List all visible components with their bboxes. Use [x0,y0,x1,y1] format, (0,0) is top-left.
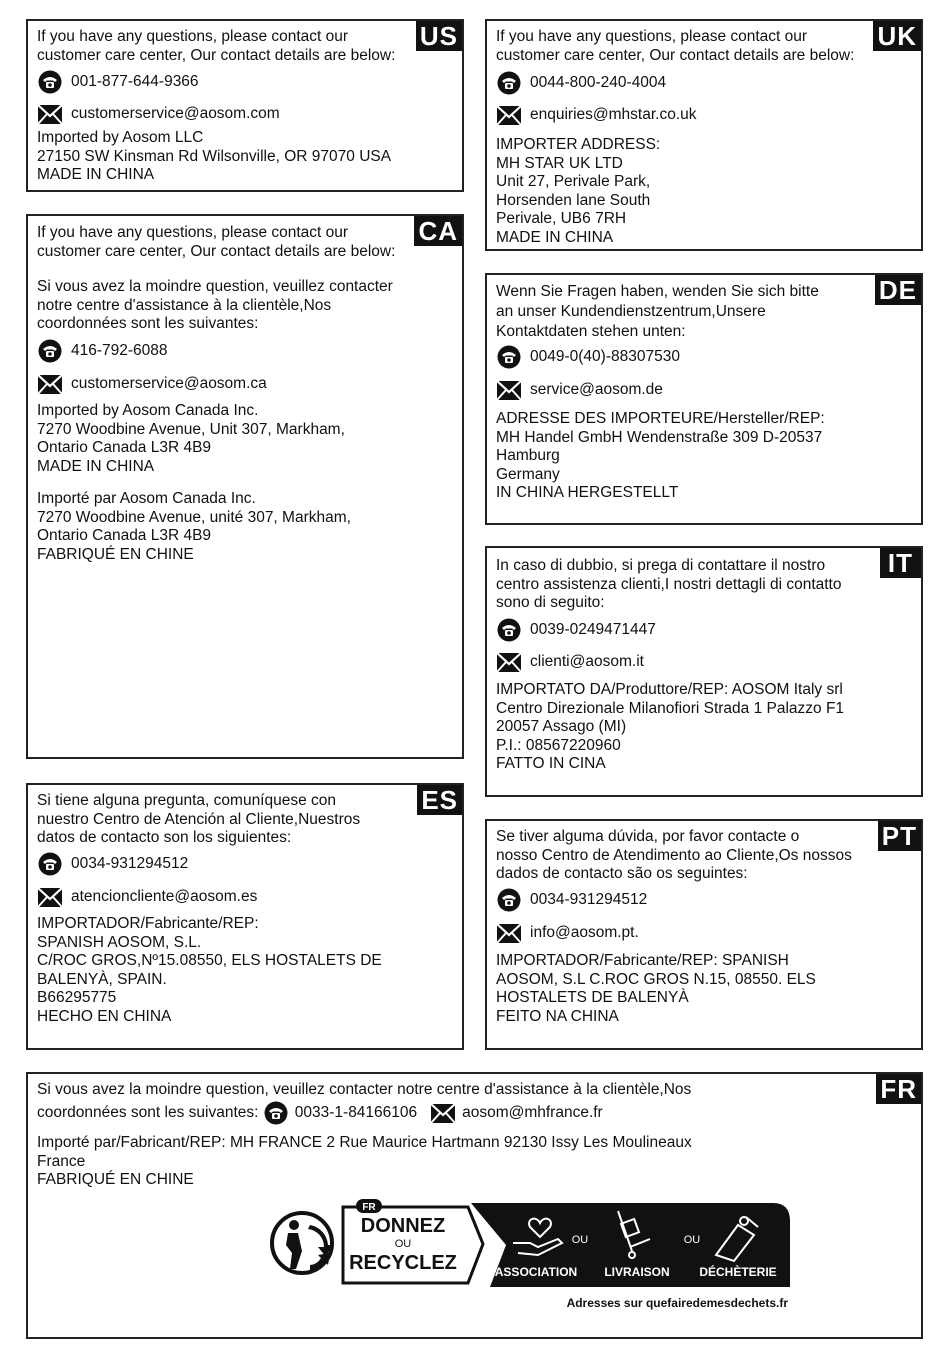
fr-email: aosom@mhfrance.fr [462,1103,603,1121]
pt-contact-box [485,819,923,1050]
de-email-row [496,378,663,402]
us-email: customerservice@aosom.com [71,105,280,122]
pt-phone: 0034-931294512 [530,891,648,908]
recycle-decheterie: DÉCHÈTERIE [699,1265,777,1279]
phone-icon [496,618,522,642]
de-email: service@aosom.de [530,381,663,398]
fr-intro-line2: coordonnées sont les suivantes: [37,1104,259,1122]
us-address: Imported by Aosom LLC 27150 SW Kinsman Rd Wilsonville, OR 97070 USA MADE IN CHINA [37,129,392,183]
phone-icon [37,70,63,94]
mail-icon [496,921,522,945]
mail-icon [37,102,63,126]
pt-phone-row [496,888,647,912]
pt-email: info@aosom.pt. [530,924,639,941]
it-email-row [496,650,644,674]
uk-phone: 0044-800-240-4004 [530,74,667,91]
recycle-donnez: DONNEZ [360,1215,446,1237]
uk-email-row [496,103,697,127]
mail-icon [496,378,522,402]
de-contact-box [485,273,923,525]
pt-address: IMPORTADOR/Fabricante/REP: SPANISH AOSOM, S.L C.ROC GROS N.15, 08550. ELS HOSTALETS DE BALENYÀ FEITO NA CHINA [496,952,816,1025]
phone-icon [496,345,522,369]
phone-icon [496,71,522,95]
recycle-association: ASSOCIATION [494,1265,578,1279]
fr-address: Importé par/Fabricant/REP: MH FRANCE 2 Rue Maurice Hartmann 92130 Issy Les Moulineaux France FABRIQUÉ EN CHINE [37,1134,692,1188]
recycle-recyclez: RECYCLEZ [349,1252,457,1274]
mail-icon [496,650,522,674]
es-email: atencioncliente@aosom.es [71,888,258,905]
fr-contact-box [26,1072,923,1339]
us-intro: If you have any questions, please contact our customer care center, Our contact details are below: [37,28,396,64]
de-intro: Wenn Sie Fragen haben, wenden Sie sich bitte an unser Kundendienstzentrum,Unsere Kontaktdaten stehen unten: [496,283,819,340]
recycle-ou: OU [394,1238,412,1250]
phone-icon [37,339,63,363]
us-contact-box [26,19,464,192]
recycle-badge: FR [362,1202,376,1213]
phone-icon [263,1101,289,1125]
de-phone-row [496,345,680,369]
es-phone-row [37,852,188,876]
recycle-footer: Adresses sur quefairedemesdechets.fr [566,1296,788,1310]
uk-intro: If you have any questions, please contact our customer care center, Our contact details are below: [496,28,855,64]
ca-contact-box [26,214,464,759]
country-tag-de: DE [875,275,921,305]
country-tag-ca: CA [414,216,462,246]
ca-address-fr: Importé par Aosom Canada Inc. 7270 Woodbine Avenue, unité 307, Markham, Ontario Canada L3R 4B9 FABRIQUÉ EN CHINE [37,490,351,563]
fr-phone: 0033-1-84166106 [294,1103,418,1121]
recycle-ou-2: OU [571,1234,589,1246]
country-tag-it: IT [880,548,921,578]
es-email-row [37,885,257,909]
uk-address: IMPORTER ADDRESS: MH STAR UK LTD Unit 27, Perivale Park, Horsenden lane South Perivale, UB6 7RH MADE IN CHINA [496,136,661,246]
es-intro: Si tiene alguna pregunta, comuníquese con nuestro Centro de Atención al Cliente,Nuestros datos de contacto son los siguientes: [37,792,361,846]
es-phone: 0034-931294512 [71,855,189,872]
it-phone: 0039-0249471447 [530,621,656,638]
uk-contact-box [485,19,923,251]
es-address: IMPORTADOR/Fabricante/REP: SPANISH AOSOM, S.L. C/ROC GROS,Nº15.08550, ELS HOSTALETS DE BALENYÀ, SPAIN. B66295775 HECHO EN CHINA [37,915,382,1025]
country-tag-fr: FR [876,1074,921,1104]
de-phone: 0049-0(40)-88307530 [530,348,680,365]
it-contact-box [485,546,923,797]
it-intro: In caso di dubbio, si prega di contattare il nostro centro assistenza clienti,I nostri dettagli di contatto sono di seguito: [496,557,842,611]
pt-email-row [496,921,639,945]
us-phone: 001-877-644-9366 [71,73,199,90]
it-phone-row [496,618,656,642]
mail-icon [37,885,63,909]
mail-icon [430,1101,456,1125]
recycle-ou-3: OU [683,1234,701,1246]
us-phone-row [37,70,199,94]
fr-email-row [430,1101,603,1125]
ca-intro-fr: Si vous avez la moindre question, veuillez contacter notre centre d'assistance à la clientèle,Nos coordonnées sont les suivantes: [37,278,393,332]
mail-icon [37,372,63,396]
phone-icon [496,888,522,912]
country-tag-es: ES [417,785,462,815]
fr-contact-line [37,1101,912,1125]
ca-email-row [37,372,267,396]
triman-icon [272,1213,332,1273]
ca-phone: 416-792-6088 [71,342,168,359]
triman-recycle-logo [268,1199,793,1314]
ca-email: customerservice@aosom.ca [71,375,267,392]
us-email-row [37,102,280,126]
uk-email: enquiries@mhstar.co.uk [530,106,697,123]
it-email: clienti@aosom.it [530,653,644,670]
it-address: IMPORTATO DA/Produttore/REP: AOSOM Italy srl Centro Direzionale Milanofiori Strada 1 Palazzo F1 20057 Assago (MI) P.I.: 08567220960 FATTO IN CINA [496,681,845,772]
mail-icon [496,103,522,127]
ca-address-en: Imported by Aosom Canada Inc. 7270 Woodbine Avenue, Unit 307, Markham, Ontario Canada L3R 4B9 MADE IN CHINA [37,402,345,475]
fr-phone-row [263,1101,417,1125]
country-tag-us: US [416,21,462,51]
ca-intro-en: If you have any questions, please contact our customer care center, Our contact details are below: [37,224,396,260]
pt-intro: Se tiver alguma dúvida, por favor contacte o nosso Centro de Atendimento ao Cliente,Os nossos dados de contacto são os seguintes: [496,828,852,882]
country-tag-uk: UK [873,21,921,51]
phone-icon [37,852,63,876]
es-contact-box [26,783,464,1050]
recycle-livraison: LIVRAISON [604,1265,670,1279]
uk-phone-row [496,71,666,95]
country-tag-pt: PT [878,821,921,851]
fr-intro-line1: Si vous avez la moindre question, veuillez contacter notre centre d'assistance à la clientèle,Nos [37,1081,692,1098]
ca-phone-row [37,339,168,363]
de-address: ADRESSE DES IMPORTEURE/Hersteller/REP: MH Handel GmbH Wendenstraße 309 D-20537 Hamburg Germany IN CHINA HERGESTELLT [496,410,825,501]
